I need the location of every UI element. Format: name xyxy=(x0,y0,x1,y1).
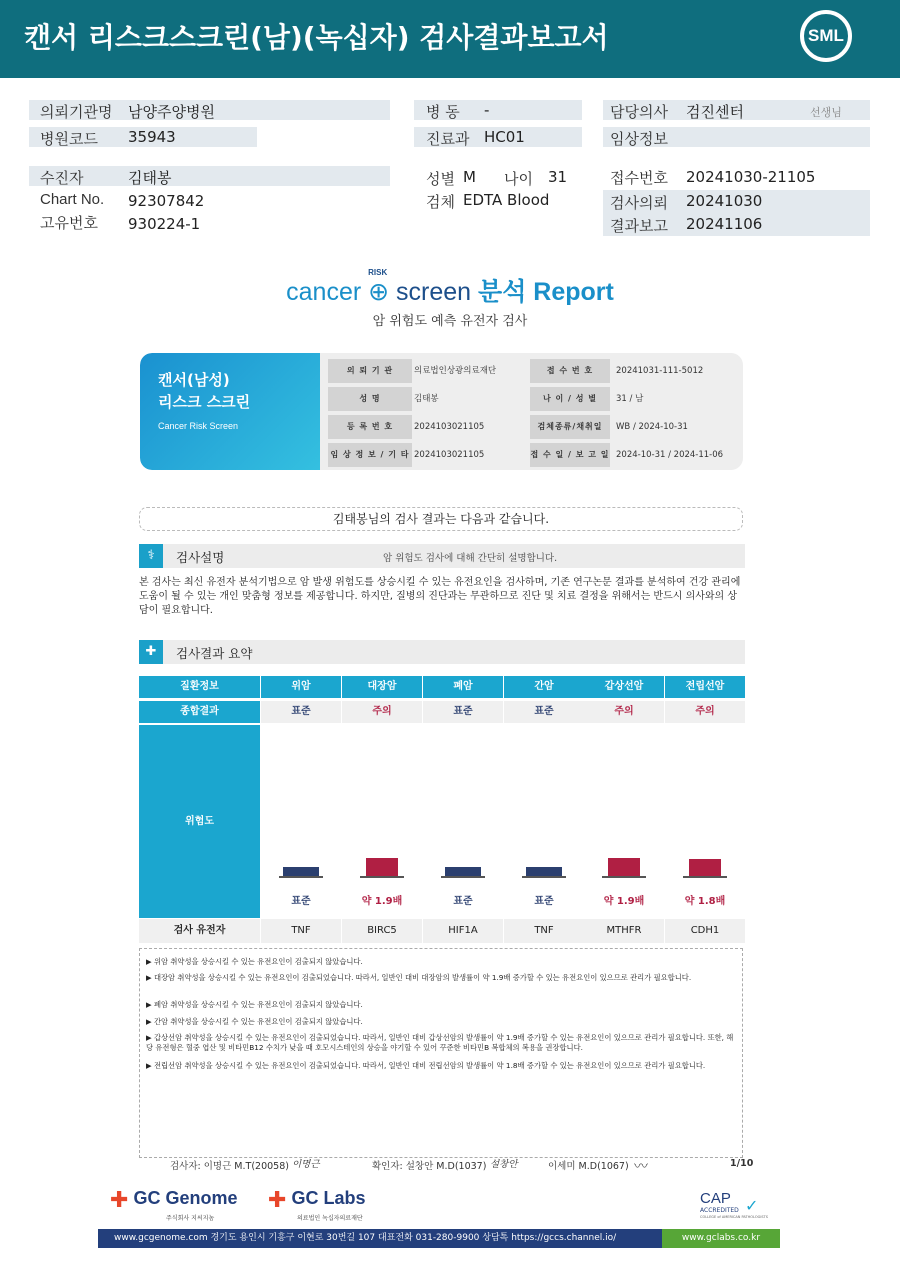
card-title-2: 리스크 스크린 xyxy=(158,393,251,411)
bullet-item xyxy=(146,1033,738,1053)
chart-label: Chart No. xyxy=(40,191,105,208)
uid-value: 930224-1 xyxy=(128,215,201,233)
result-status: 주의 xyxy=(342,701,422,723)
confirmer: 확인자: 설창안 M.D(1037) xyxy=(372,1161,487,1172)
plus-icon: ⊕ xyxy=(368,278,390,306)
confirmer-signature: 설창안 xyxy=(490,1159,518,1170)
age-label: 나이 xyxy=(504,170,533,188)
risk-cell xyxy=(665,725,745,918)
result-status: 주의 xyxy=(584,701,664,723)
ward-value: - xyxy=(484,101,490,119)
arrow-icon: ▶ xyxy=(146,957,154,966)
card-row-value: 20241031-111-5012 xyxy=(616,366,704,376)
patient-label: 수진자 xyxy=(40,169,84,187)
patient-value: 김태봉 xyxy=(128,169,172,187)
gc-plus-icon: ✚ xyxy=(110,1188,129,1213)
hospital-label: 의뢰기관명 xyxy=(40,103,113,121)
gc-labs-text: GC Labs xyxy=(291,1188,366,1208)
risk-cell xyxy=(423,725,503,918)
medical-kit-icon: ✚ xyxy=(139,640,163,664)
risk-baseline xyxy=(360,876,404,878)
result-status: 표준 xyxy=(504,701,584,723)
arrow-icon: ▶ xyxy=(146,1061,154,1070)
risk-bar xyxy=(283,867,319,876)
gc-plus-icon: ✚ xyxy=(268,1188,287,1213)
report-label: 결과보고 xyxy=(610,217,668,235)
brand-screen: screen xyxy=(396,278,472,306)
disease-name: 갑상선암 xyxy=(584,676,664,698)
disease-name: 위암 xyxy=(261,676,341,698)
card-row-label: 검체종류/채취일 xyxy=(530,415,610,439)
section-title: 검사결과 요약 xyxy=(176,646,253,661)
bullet-item xyxy=(146,1061,738,1071)
cap-org: COLLEGE of AMERICAN PATHOLOGISTS xyxy=(700,1215,768,1219)
bullet-item xyxy=(146,1000,738,1010)
doctor-value: 검진센터 xyxy=(686,103,744,121)
risk-level-label: 약 1.9배 xyxy=(603,896,645,907)
disease-name: 간암 xyxy=(504,676,584,698)
sex-value: M xyxy=(463,168,476,186)
card-row-value: 의료법인상광의료재단 xyxy=(414,366,497,376)
risk-level-label: 표준 xyxy=(291,896,311,907)
card-eng-title: Cancer Risk Screen xyxy=(158,421,239,431)
risk-cell xyxy=(261,725,341,918)
age-value: 31 xyxy=(548,168,568,186)
code-label: 병원코드 xyxy=(40,130,98,148)
chart-value: 92307842 xyxy=(128,192,205,210)
cap-logo: CAP xyxy=(700,1190,731,1207)
risk-level-label: 약 1.9배 xyxy=(361,896,403,907)
section-description xyxy=(139,544,745,568)
risk-bar xyxy=(445,867,481,876)
risk-bar xyxy=(366,858,398,876)
section-desc: 암 위험도 검사에 대해 간단히 설명합니다. xyxy=(383,553,558,564)
specimen-label: 검체 xyxy=(426,193,455,211)
gc-genome-text: GC Genome xyxy=(133,1188,238,1208)
header-risk: 위험도 xyxy=(139,725,260,918)
arrow-icon: ▶ xyxy=(146,973,154,982)
brand-line xyxy=(0,268,900,308)
gc-genome-logo xyxy=(110,1188,238,1213)
bullet-text: 갑상선암 취약성을 상승시킬 수 있는 유전요인이 검출되었습니다. 따라서, 일반인 대비 갑상선암의 발생률이 약 1.9배 증가할 수 있는 유전요인이 있으므로 관리가 필요합니다. 또한, 해당 유전형은 혈중 엽산 및 비타민B12 수치가 낮을 때 호모시스테인의 상승을 야기할 수 있어 꾸준한 비타민B 복합체의 복용을 권장합니다. xyxy=(146,1033,734,1052)
footer-address: www.gcgenome.com 경기도 용인시 기흥구 이현로 30번길 107 대표전화 031-280-9900 상담톡 https://gccs.channel.io/ xyxy=(114,1233,617,1243)
risk-baseline xyxy=(441,876,485,878)
bullet-item xyxy=(146,973,738,983)
risk-baseline xyxy=(683,876,727,878)
risk-bar xyxy=(608,858,640,876)
result-status: 주의 xyxy=(665,701,745,723)
header-gene: 검사 유전자 xyxy=(139,919,260,943)
info-card xyxy=(140,353,743,470)
card-row-label: 임 상 정 보 / 기 타 xyxy=(328,443,412,467)
header-disease: 질환정보 xyxy=(139,676,260,698)
brand-cancer: cancer xyxy=(286,278,362,306)
card-row-label: 나 이 / 성 별 xyxy=(530,387,610,411)
dept-value: HC01 xyxy=(484,128,525,146)
gene-name: MTHFR xyxy=(584,919,664,943)
bullet-item xyxy=(146,957,738,967)
gc-labs-sub: 의료법인 녹십자의료재단 xyxy=(297,1215,363,1222)
arrow-icon: ▶ xyxy=(146,1000,154,1009)
card-row-value: 2024-10-31 / 2024-11-06 xyxy=(616,450,724,460)
section-summary xyxy=(139,640,745,664)
card-row-label: 접 수 번 호 xyxy=(530,359,610,383)
card-row-label: 성 명 xyxy=(328,387,412,411)
second-signature: 〰 xyxy=(634,1159,648,1175)
risk-level-label: 표준 xyxy=(534,896,554,907)
card-title xyxy=(158,369,250,413)
result-status: 표준 xyxy=(261,701,341,723)
risk-level-label: 약 1.8배 xyxy=(684,896,726,907)
brand-report-title: 분석 Report xyxy=(478,278,614,306)
bullet-item xyxy=(146,1017,738,1027)
second-confirmer: 이세미 M.D(1067) xyxy=(548,1161,629,1172)
examiner-signature: 이명근 xyxy=(292,1159,320,1170)
card-row-label: 의 뢰 기 관 xyxy=(328,359,412,383)
disease-name: 전립선암 xyxy=(665,676,745,698)
bullet-text: 간암 취약성을 상승시킬 수 있는 유전요인이 검출되지 않았습니다. xyxy=(153,1017,363,1026)
result-intro: 김태봉님의 검사 결과는 다음과 같습니다. xyxy=(139,507,743,531)
gene-name: HIF1A xyxy=(423,919,503,943)
report-value: 20241106 xyxy=(686,215,763,233)
clinical-label: 임상정보 xyxy=(610,130,668,148)
dept-label: 진료과 xyxy=(426,130,470,148)
gene-name: CDH1 xyxy=(665,919,745,943)
bullet-text: 위암 취약성을 상승시킬 수 있는 유전요인이 검출되지 않았습니다. xyxy=(153,957,363,966)
request-value: 20241030 xyxy=(686,192,763,210)
header-result: 종합결과 xyxy=(139,701,260,723)
arrow-icon: ▶ xyxy=(146,1017,154,1026)
footer-bar xyxy=(98,1229,780,1248)
disease-name: 폐암 xyxy=(423,676,503,698)
ward-label: 병 동 xyxy=(426,103,460,121)
risk-cell xyxy=(504,725,584,918)
risk-bar xyxy=(526,867,562,876)
reception-value: 20241030-21105 xyxy=(686,168,816,186)
result-notes xyxy=(139,948,743,1158)
disease-name: 대장암 xyxy=(342,676,422,698)
section-title: 검사설명 xyxy=(176,550,225,565)
gc-genome-sub: 주식회사 지씨지놈 xyxy=(166,1215,215,1222)
doctor-label: 담당의사 xyxy=(610,103,668,121)
sex-label: 성별 xyxy=(426,170,455,188)
page-number: 1/10 xyxy=(730,1158,754,1169)
card-banner xyxy=(140,353,320,470)
sml-logo: SML xyxy=(800,10,852,62)
cap-accredited: ACCREDITED xyxy=(700,1207,739,1214)
specimen-value: EDTA Blood xyxy=(463,191,550,209)
risk-cell xyxy=(342,725,422,918)
bullet-text: 폐암 취약성을 상승시킬 수 있는 유전요인이 검출되지 않았습니다. xyxy=(153,1000,363,1009)
risk-level-label: 표준 xyxy=(453,896,473,907)
risk-cell xyxy=(584,725,664,918)
risk-baseline xyxy=(522,876,566,878)
card-row-label: 접 수 일 / 보 고 일 xyxy=(530,443,610,467)
brand-risk: RISK xyxy=(368,268,388,277)
check-icon: ✓ xyxy=(745,1196,759,1215)
gene-name: TNF xyxy=(261,919,341,943)
uid-label: 고유번호 xyxy=(40,214,98,232)
stethoscope-icon: ⚕ xyxy=(139,544,163,568)
request-label: 검사의뢰 xyxy=(610,194,668,212)
footer-site[interactable]: www.gclabs.co.kr xyxy=(662,1229,780,1248)
reception-label: 접수번호 xyxy=(610,169,668,187)
bullet-text: 전립선암 취약성을 상승시킬 수 있는 유전요인이 검출되었습니다. 따라서, 일반인 대비 전립선암의 발생률이 약 1.8배 증가할 수 있는 유전요인이 있으므로 관리가 필요합니다. xyxy=(153,1061,706,1070)
card-title-1: 캔서(남성) xyxy=(158,371,230,389)
doctor-suffix: 선생님 xyxy=(810,106,842,119)
examiner: 검사자: 이명근 M.T(20058) xyxy=(170,1161,289,1172)
result-status: 표준 xyxy=(423,701,503,723)
gene-name: TNF xyxy=(504,919,584,943)
card-row-value: WB / 2024-10-31 xyxy=(616,422,688,432)
card-row-value: 31 / 남 xyxy=(616,394,644,404)
risk-bar xyxy=(689,859,721,876)
card-row-label: 등 록 번 호 xyxy=(328,415,412,439)
risk-baseline xyxy=(279,876,323,878)
report-title: 캔서 리스크스크린(남)(녹십자) 검사결과보고서 xyxy=(24,21,609,54)
arrow-icon: ▶ xyxy=(146,1033,154,1042)
risk-baseline xyxy=(602,876,646,878)
code-value: 35943 xyxy=(128,128,176,146)
card-row-value: 김태봉 xyxy=(414,394,439,404)
card-row-value: 2024103021105 xyxy=(414,422,485,432)
gc-labs-logo xyxy=(268,1188,366,1213)
bullet-text: 대장암 취약성을 상승시킬 수 있는 유전요인이 검출되었습니다. 따라서, 일반인 대비 대장암의 발생률이 약 1.9배 증가할 수 있는 유전요인이 있으므로 관리가 필요합니다. xyxy=(153,973,692,982)
gene-name: BIRC5 xyxy=(342,919,422,943)
card-row-value: 2024103021105 xyxy=(414,450,485,460)
hospital-value: 남양주양병원 xyxy=(128,103,215,121)
brand-subtitle: 암 위험도 예측 유전자 검사 xyxy=(372,314,528,329)
description-text: 본 검사는 최신 유전자 분석기법으로 암 발생 위험도를 상승시킬 수 있는 유전요인을 검사하며, 기존 연구논문 결과를 분석하여 건강 관리에 도움이 될 수 있는 개인 맞춤형 정보를 제공합니다. 하지만, 질병의 진단과는 무관하므로 진단 및 치료 결정을 위해서는 반드시 의사와의 상담이 필요합니다. xyxy=(139,577,741,616)
